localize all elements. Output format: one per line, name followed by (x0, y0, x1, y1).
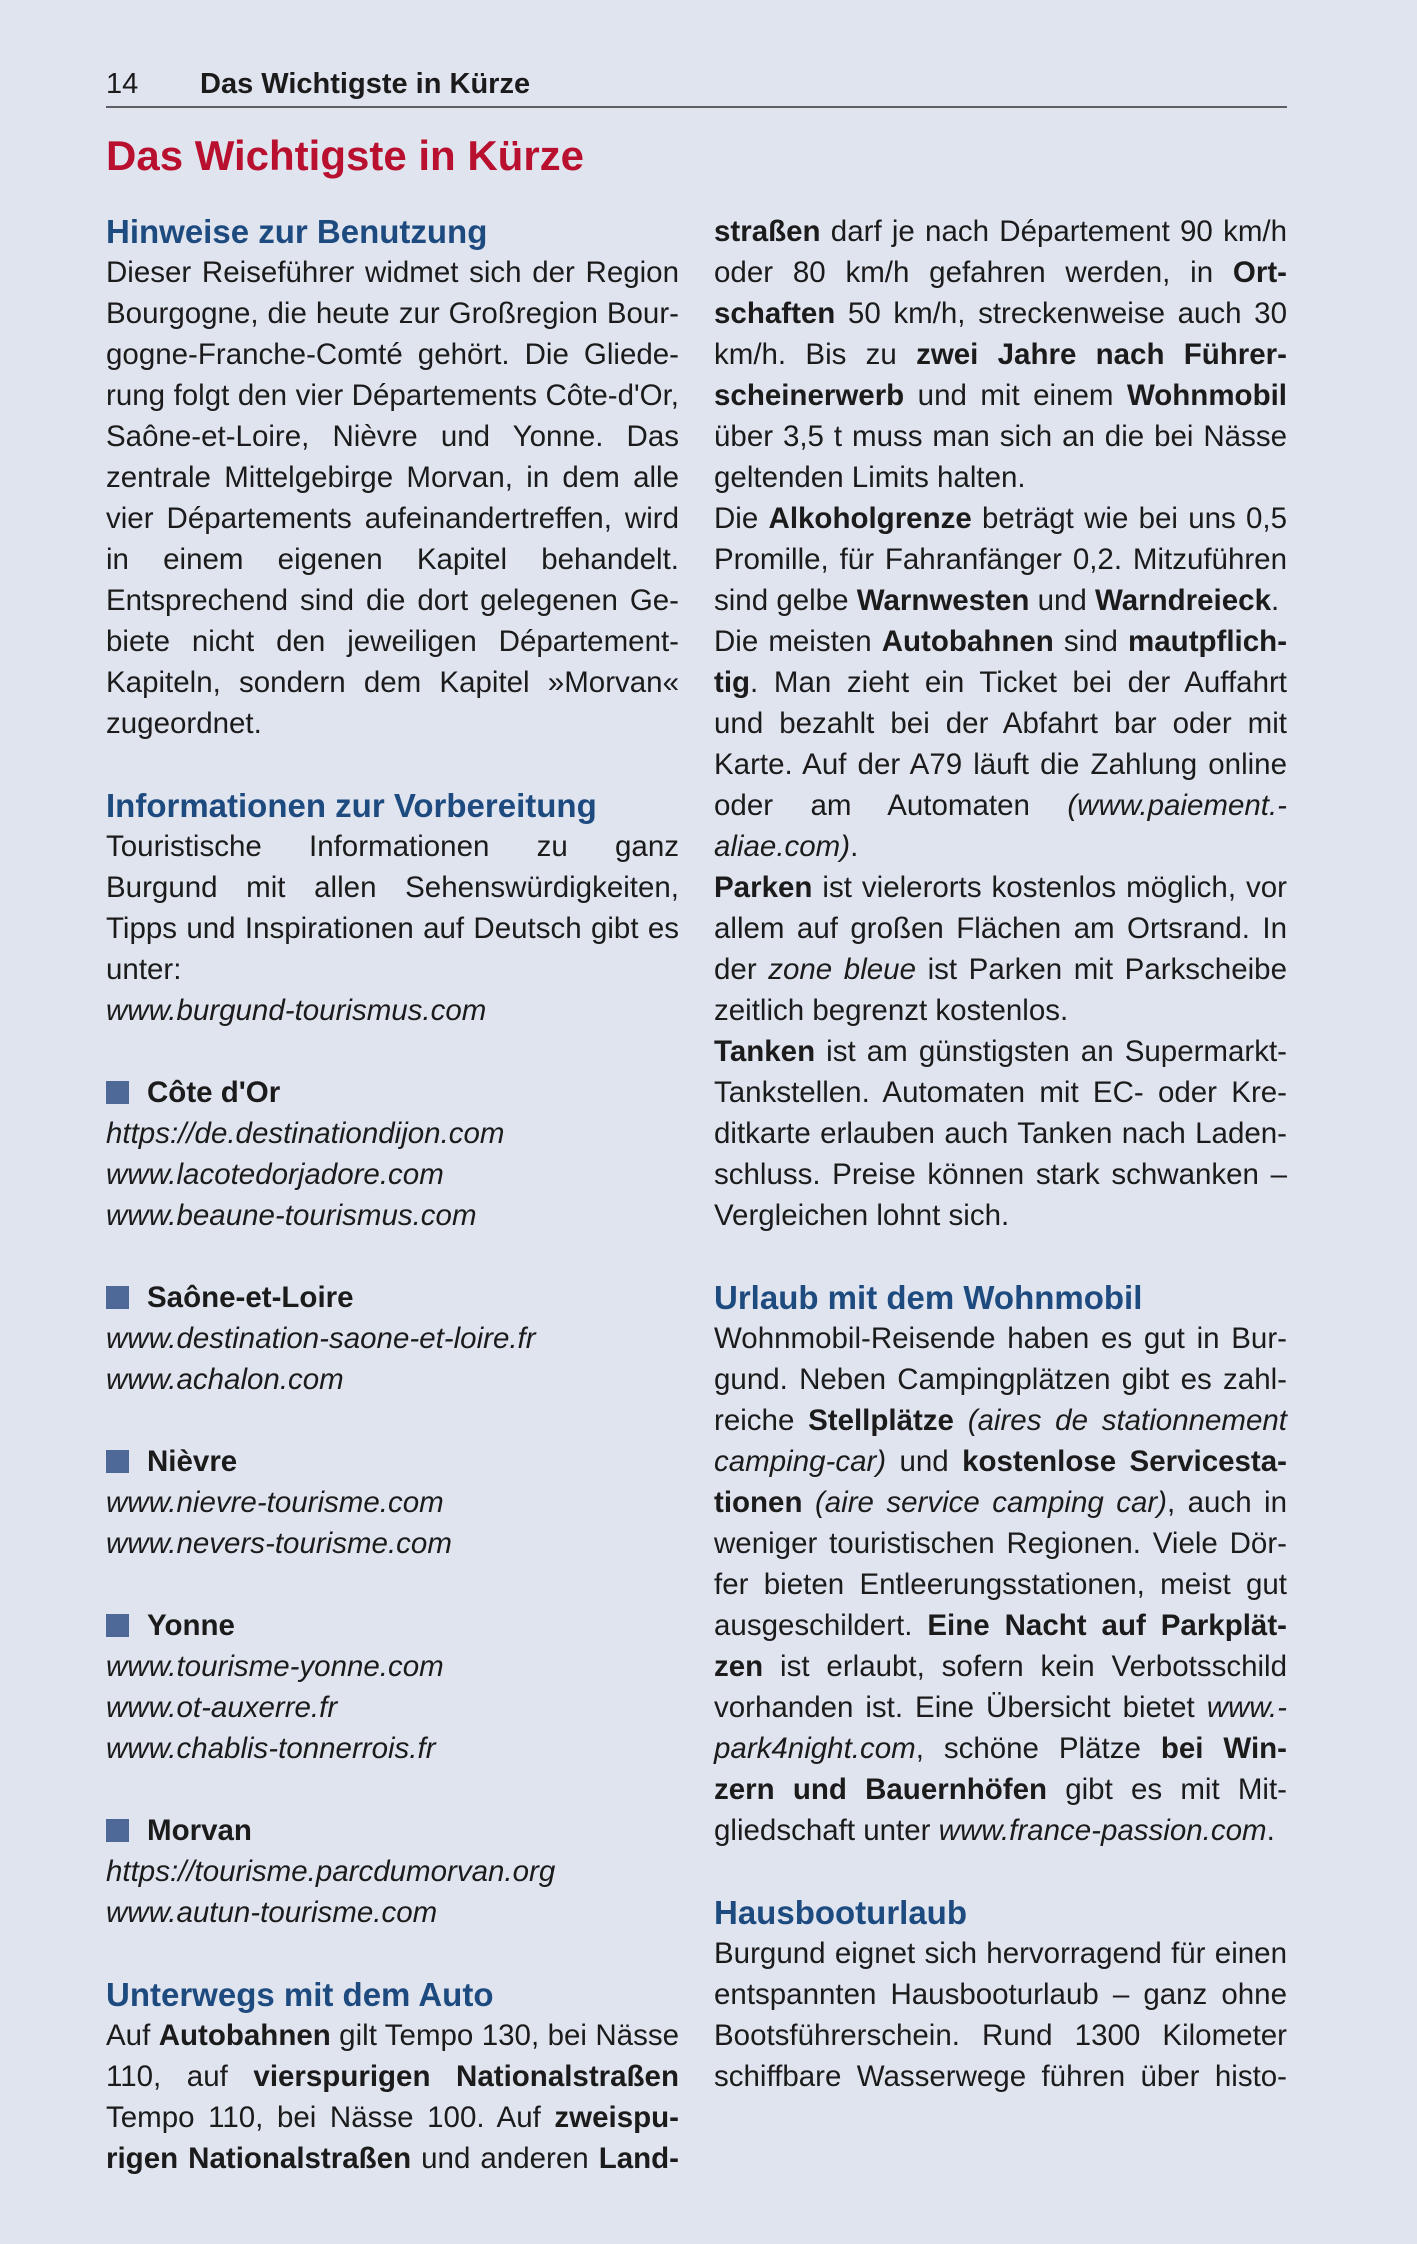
section-heading-hausboot: Hausbooturlaub (714, 1894, 967, 1931)
chapter-title: Das Wichtigste in Kürze (106, 132, 585, 179)
bold-term: Stellplätze (808, 1404, 954, 1437)
departement-heading (106, 1810, 679, 1851)
departement-heading (106, 1072, 679, 1113)
departement-name: Saône-et-Loire (147, 1281, 354, 1314)
website-link[interactable]: www.tourisme-yonne.com (106, 1650, 444, 1683)
auto-paragraph-1: Auf Autobahnen gilt Tempo 130, bei Nässe 110, auf vierspurigen Nationalstraßen Tempo 110, bei Nässe 100. Auf zweispurigen Nationalstraßen und anderen Land- (106, 2019, 679, 2175)
bold-term: Warndreieck (1095, 584, 1271, 617)
bold-term: mautpflichtig (714, 625, 1288, 699)
departement-name: Nièvre (147, 1445, 238, 1478)
auto-paragraph-3: Die meisten Autobahnen sind mautpflichtig. Man zieht ein Ticket bei der Auffahrt und bezahlt bei der Abfahrt bar oder mit Karte. Auf der A79 läuft die Zahlung online oder am Automaten (www.paiement.aliae.com). (714, 625, 1288, 863)
section-heading-benutzung: Hinweise zur Benutzung (106, 213, 488, 250)
bold-term: zweispurigen Nationalstraßen (106, 2101, 679, 2175)
italic-term: www.france-passion.com (938, 1814, 1267, 1847)
square-bullet-icon (106, 1819, 129, 1842)
bold-term: Alkoholgrenze (768, 502, 972, 535)
website-link[interactable]: www.chablis-tonnerrois.fr (106, 1732, 436, 1765)
square-bullet-icon (106, 1081, 129, 1104)
departement-list (106, 1031, 679, 1933)
running-head (106, 62, 1287, 108)
website-link[interactable]: www.lacotedorjadore.com (106, 1158, 444, 1191)
auto-paragraph-4: Parken ist vielerorts kostenlos möglich, vor allem auf großen Flächen am Ortsrand. In der zone bleue ist Parken mit Parkscheibe zeitlich begrenzt kostenlos. (714, 871, 1287, 1027)
bold-term: zwei Jahre nach Führerscheinerwerb (714, 338, 1287, 412)
departement-name: Yonne (147, 1609, 235, 1642)
hausboot-text: Burgund eignet sich hervorragend für einen entspannten Hausbooturlaub – ganz ohne Bootsführerschein. Rund 1300 Kilometer schiffbare Wasserwege führen über histo- (714, 1937, 1287, 2093)
section-heading-auto: Unterwegs mit dem Auto (106, 1976, 494, 2013)
website-link[interactable]: www.destination-saone-et-loire.fr (106, 1322, 536, 1355)
departement-name: Morvan (147, 1814, 252, 1847)
bold-term: Land- (598, 2142, 679, 2175)
bold-term: Parken (714, 871, 813, 904)
bold-term: Autobahnen (881, 625, 1054, 658)
departement-heading (106, 1441, 679, 1482)
auto-paragraph-2: Die Alkoholgrenze beträgt wie bei uns 0,5 Promille, für Fahranfänger 0,2. Mitzuführen sind gelbe Warnwesten und Warndreieck. (714, 502, 1287, 617)
right-column (714, 211, 1287, 2097)
wohnmobil-text: Wohnmobil-Reisende haben es gut in Burgund. Neben Campingplätzen gibt es zahlreiche Stellplätze (aires de stationnement camping-car) und kostenlose Servicestationen (aire service camping car), auch in weniger touristischen Regionen. Viele Dörfer bieten Entleerungsstationen, meist gut ausgeschildert. Eine Nacht auf Parkplätzen ist erlaubt, sofern kein Verbotsschild vorhanden ist. Eine Übersicht bietet www.park4night.com, schöne Plätze bei Winzern und Bauernhöfen gibt es mit Mitgliedschaft unter www.france-passion.com. (714, 1322, 1287, 1847)
bold-term: bei Winzern und Bauernhöfen (714, 1732, 1287, 1806)
burgund-tourismus-link[interactable]: www.burgund-tourismus.com (106, 994, 487, 1027)
italic-term: (aires de stationnement camping-car) (714, 1404, 1287, 1478)
square-bullet-icon (106, 1614, 129, 1637)
website-link[interactable]: www.beaune-tourismus.com (106, 1199, 477, 1232)
running-head-title: Das Wichtigste in Kürze (200, 68, 531, 100)
website-link[interactable]: www.autun-tourisme.com (106, 1896, 438, 1929)
departement-heading (106, 1605, 679, 1646)
vorbereitung-text: Touristische Informationen zu ganz Burgund mit allen Sehenswürdigkeiten, Tipps und Inspirationen auf Deutsch gibt es unter: (106, 830, 679, 986)
italic-term: zone bleue (768, 953, 916, 986)
bold-term: Wohnmobil (1126, 379, 1287, 412)
departement-heading (106, 1277, 679, 1318)
website-link[interactable]: www.nievre-tourisme.com (106, 1486, 444, 1519)
departement-name: Côte d'Or (147, 1076, 281, 1109)
auto-paragraph-1-cont: straßen darf je nach Département 90 km/h oder 80 km/h gefahren werden, in Ortschaften 50 km/h, streckenweise auch 30 km/h. Bis zu zwei Jahre nach Führerscheinerwerb und mit einem Wohnmobil über 3,5 t muss man sich an die bei Nässe geltenden Limits halten. (714, 215, 1287, 494)
bold-term: Autobahnen (158, 2019, 331, 2052)
website-link[interactable]: www.achalon.com (106, 1363, 344, 1396)
italic-term: (www.paiement.aliae.com) (714, 789, 1287, 863)
italic-term: (aire service camping car) (814, 1486, 1167, 1519)
square-bullet-icon (106, 1286, 129, 1309)
page-number: 14 (106, 68, 139, 100)
auto-paragraph-5: Tanken ist am günstigsten an Supermarkt-Tankstellen. Automaten mit EC- oder Kreditkarte erlauben auch Tanken nach Ladenschluss. Preise können stark schwanken – Vergleichen lohnt sich. (714, 1035, 1287, 1232)
section-heading-wohnmobil: Urlaub mit dem Wohnmobil (714, 1279, 1143, 1316)
section-heading-vorbereitung: Informationen zur Vorbereitung (106, 787, 597, 824)
bold-term: Eine Nacht auf Parkplätzen (714, 1609, 1287, 1683)
bold-term: vierspurigen Nationalstraßen (253, 2060, 679, 2093)
bold-term: Warnwesten (856, 584, 1030, 617)
website-link[interactable]: https://de.destinationdijon.com (106, 1117, 505, 1150)
website-link[interactable]: https://tourisme.parcdumorvan.org (106, 1855, 556, 1888)
benutzung-text: Dieser Reiseführer widmet sich der Region Bourgogne, die heute zur Großregion Bourgogne-Franche-Comté gehört. Die Gliederung folgt den vier Départements Côte-d'Or, Saône-et-Loire, Nièvre und Yonne. Das zentrale Mittelgebirge Morvan, in dem alle vier Départements aufeinandertreffen, wird in einem eigenen Kapitel behandelt. Entsprechend sind die dort gelegenen Gebiete nicht den jeweiligen Département-Kapiteln, sondern dem Kapitel »Morvan« zugeordnet. (106, 256, 679, 740)
bold-term: kostenlose Servicestationen (714, 1445, 1287, 1519)
bold-term: Ortschaften (714, 256, 1287, 330)
website-link[interactable]: www.ot-auxerre.fr (106, 1691, 338, 1724)
bold-term: Tanken (714, 1035, 816, 1068)
square-bullet-icon (106, 1450, 129, 1473)
bold-term: straßen (714, 215, 821, 248)
left-column (106, 211, 679, 2179)
italic-term: www.park4night.com (714, 1691, 1287, 1765)
website-link[interactable]: www.nevers-tourisme.com (106, 1527, 452, 1560)
